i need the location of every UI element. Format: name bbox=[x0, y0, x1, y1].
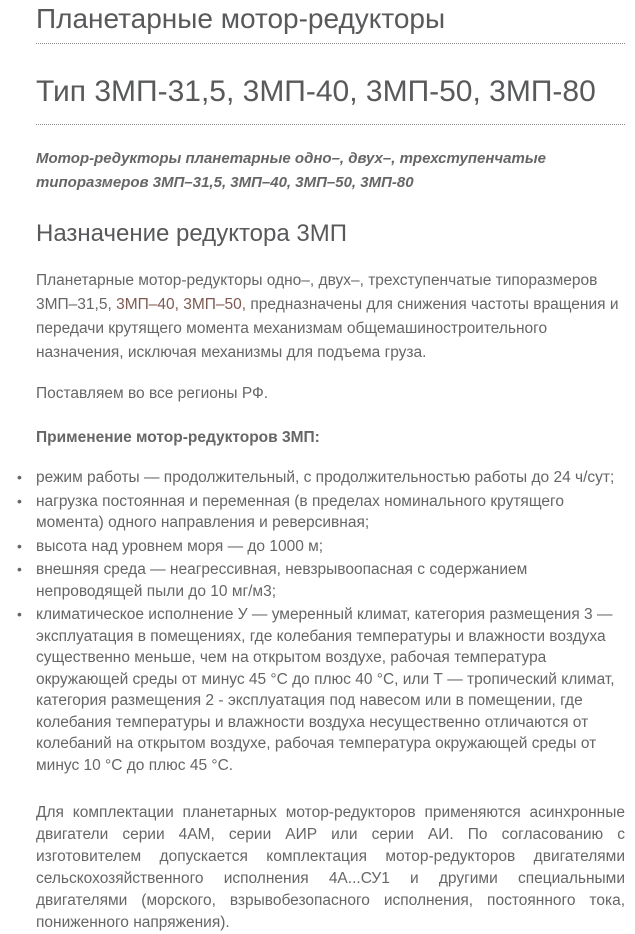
application-list-item: • режим работы — продолжительный, с продолжительностью работы до 24 ч/сут; bbox=[36, 467, 625, 489]
intro-text-start: Планетарные мотор-редукторы одно–, двух–, трехступенчатые типоразмеров 3МП–31,5, bbox=[36, 272, 598, 314]
application-list-item: • нагрузка постоянная и переменная (в пределах номинального крутящего момента) одного направления и реверсивная; bbox=[36, 491, 625, 534]
application-list bbox=[36, 467, 625, 776]
delivery-note: Поставляем во все регионы РФ. bbox=[36, 385, 269, 403]
product-type-heading: Тип 3МП-31,5, 3МП-40, 3МП-50, 3МП-80 bbox=[36, 44, 625, 125]
application-heading: Применение мотор-редукторов 3МП: bbox=[36, 429, 320, 447]
motors-paragraph: Для комплектации планетарных мотор-редукторов применяются асинхронные двигатели серии 4АМ, серии АИР или серии АИ. По согласованию с изготовителем допускается комплектация мотор-редукторов двигателями сельскохозяйственного исполнения 4А...СУ1 и другими специальными двигателями (морского, взрывобезопасного исполнения, постоянного тока, пониженного напряжения). bbox=[36, 804, 625, 932]
model-link-3mp-50[interactable]: 3МП–50, bbox=[178, 296, 247, 314]
product-lead: Мотор-редукторы планетарные одно–, двух–, трехступенчатые типоразмеров 3МП–31,5, 3МП–40, 3МП–50, 3МП-80 bbox=[36, 150, 546, 192]
application-list-item: • внешняя среда — неагрессивная, невзрывоопасная с содержанием непроводящей пыли до 10 мг/м3; bbox=[36, 559, 625, 602]
page-title: Планетарные мотор-редукторы bbox=[36, 0, 625, 44]
application-list-item: • высота над уровнем моря — до 1000 м; bbox=[36, 536, 625, 558]
application-list-item: • климатическое исполнение У — умеренный климат, категория размещения 3 — эксплуатация в помещениях, где колебания температуры и влажности воздуха существенно меньше, чем на открытом воздухе, рабочая температура окружающей среды от минус 45 °С до плюс 40 °С, или Т — тропический климат, категория размещения 2 - эксплуатация под навесом или в помещении, где колебания температуры и влажности воздуха несущественно отличаются от колебаний на открытом воздухе, рабочая температура окружающей среды от минус 10 °С до плюс 45 °С. bbox=[36, 604, 625, 776]
model-link-3mp-40[interactable]: 3МП–40, bbox=[111, 296, 179, 314]
section-heading-purpose: Назначение редуктора 3МП bbox=[36, 220, 347, 248]
intro-paragraph bbox=[36, 269, 625, 365]
intro-text-end: предназначены для снижения частоты вращения и передачи крутящего момента механизмам общемашиностроительного назначения, исключая механизмы для подъема груза. bbox=[36, 296, 619, 362]
